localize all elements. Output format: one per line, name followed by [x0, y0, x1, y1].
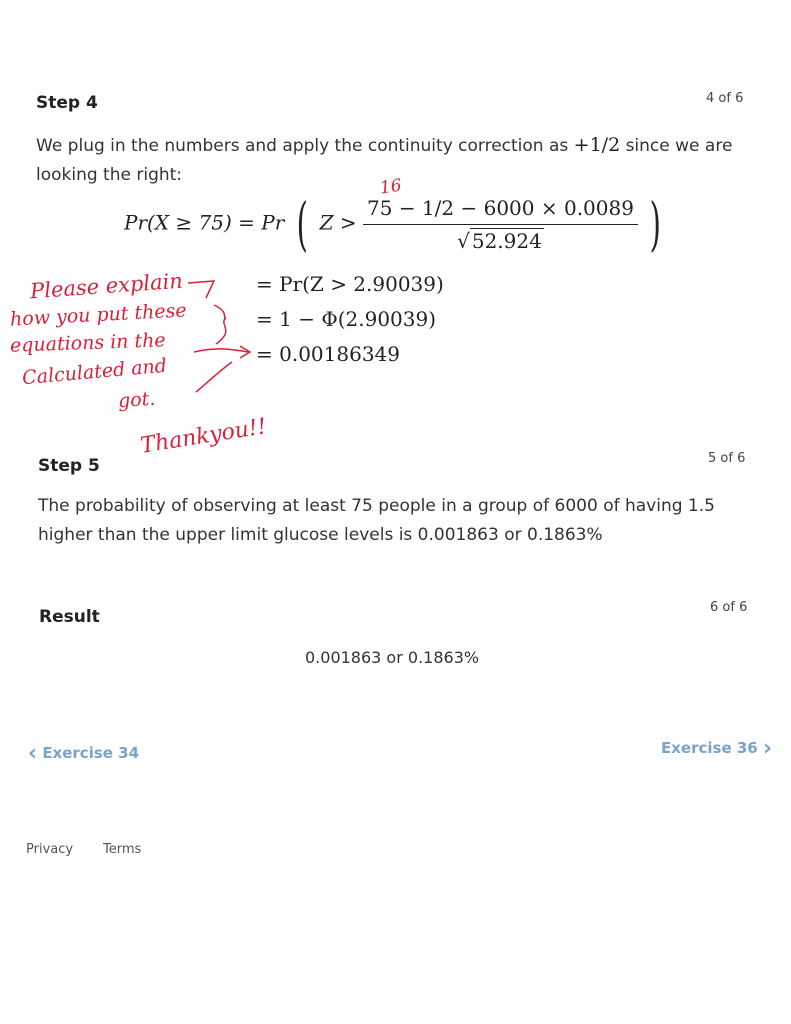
brace-stroke	[214, 305, 226, 344]
step4-counter: 4 of 6	[706, 91, 744, 106]
equation-line-1: Pr(X ≥ 75) = Pr ( Z > $\frac{75 - 1/2 - 6000 \times 0.0089}{√ 52.924}$ )	[124, 190, 662, 258]
handwritten-line-4: Calculated and	[21, 354, 168, 390]
next-exercise-link[interactable]: Exercise 36 ›	[661, 736, 773, 761]
result-value: 0.001863 or 0.1863%	[305, 648, 480, 667]
chevron-right-icon: ›	[762, 736, 773, 761]
handwritten-line-5: got.	[117, 387, 157, 413]
handwritten-line-3: equations in the	[9, 329, 166, 357]
handwritten-number: 16	[378, 175, 403, 199]
step4-title: Step 4	[36, 93, 98, 113]
bracket-stroke	[188, 281, 214, 298]
step5-counter: 5 of 6	[708, 451, 746, 466]
handwritten-thanks: Thankyou!!	[138, 414, 269, 459]
result-title: Result	[39, 607, 100, 627]
chevron-left-icon: ‹	[28, 741, 38, 766]
step4-text: We plug in the numbers and apply the continuity correction as +1/2 since we are looking the right:	[36, 134, 733, 185]
left-paren: (	[296, 190, 308, 258]
equation-line-2: = Pr(Z > 2.90039)	[256, 272, 444, 296]
privacy-link[interactable]: Privacy	[26, 842, 74, 857]
terms-link[interactable]: Terms	[103, 842, 142, 857]
right-paren: )	[649, 190, 662, 258]
equation-line-3: = 1 − Φ(2.90039)	[256, 307, 437, 331]
z-fraction: $\frac{75 - 1/2 - 6000 \times 0.0089}{√ 52.924}$	[363, 196, 638, 253]
handwritten-line-2: how you put these	[9, 299, 188, 331]
prev-exercise-link[interactable]: ‹ Exercise 34	[28, 741, 140, 766]
continuity-term: +1/2	[573, 134, 621, 156]
handwritten-line-1: Please explain	[29, 268, 184, 304]
connector-stroke	[196, 362, 232, 392]
result-counter: 6 of 6	[710, 600, 748, 615]
step5-text: The probability of observing at least 75 people in a group of 6000 of having 1.5 higher than the upper limit glucose levels is 0.001863 or 0.1863%	[38, 496, 715, 545]
arrow-shaft	[194, 349, 248, 352]
step5-title: Step 5	[38, 456, 100, 476]
equation-line-4: = 0.00186349	[256, 342, 400, 366]
